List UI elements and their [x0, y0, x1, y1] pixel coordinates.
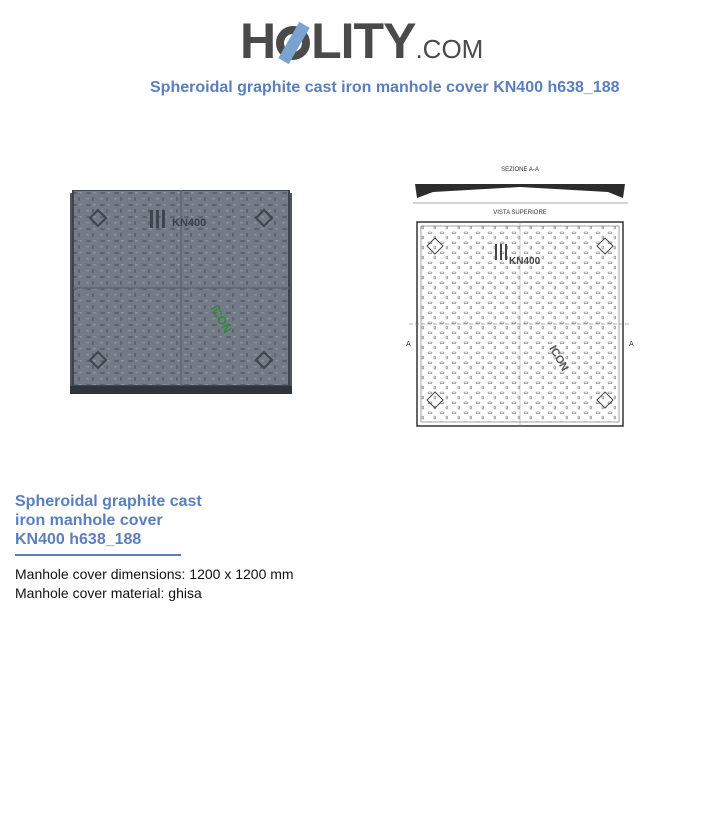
logo-letters: LITY [311, 13, 416, 69]
logo-suffix: .COM [415, 34, 484, 64]
section-label: SEZIONE A-A [501, 167, 539, 173]
product-photo[interactable] [70, 190, 292, 394]
product-title-line: iron manhole cover [15, 512, 163, 529]
spec-material: Manhole cover material: ghisa [15, 585, 202, 601]
product-title-line: Spheroidal graphite cast [15, 493, 202, 510]
product-title [15, 492, 275, 549]
page-title: Spheroidal graphite cast iron manhole cover KN400 h638_188 [150, 79, 620, 96]
technical-drawing[interactable] [403, 160, 638, 432]
section-marker-left: A [406, 341, 411, 348]
logo-letter-h: H [240, 13, 276, 69]
spec-dimensions: Manhole cover dimensions: 1200 x 1200 mm [15, 566, 294, 582]
top-view-label: VISTA SUPERIORE [493, 210, 547, 216]
drawing-model-text: KN400 [509, 256, 541, 267]
product-title-line: KN400 h638_188 [15, 531, 142, 548]
logo-o-icon [276, 26, 310, 60]
title-divider [15, 554, 181, 556]
site-logo[interactable] [240, 8, 485, 70]
photo-model-text: KN400 [172, 217, 207, 229]
section-marker-right: A [629, 341, 634, 348]
photo-brand-text: ICON [207, 302, 235, 336]
drawing-brand-text: ICON [546, 343, 571, 374]
